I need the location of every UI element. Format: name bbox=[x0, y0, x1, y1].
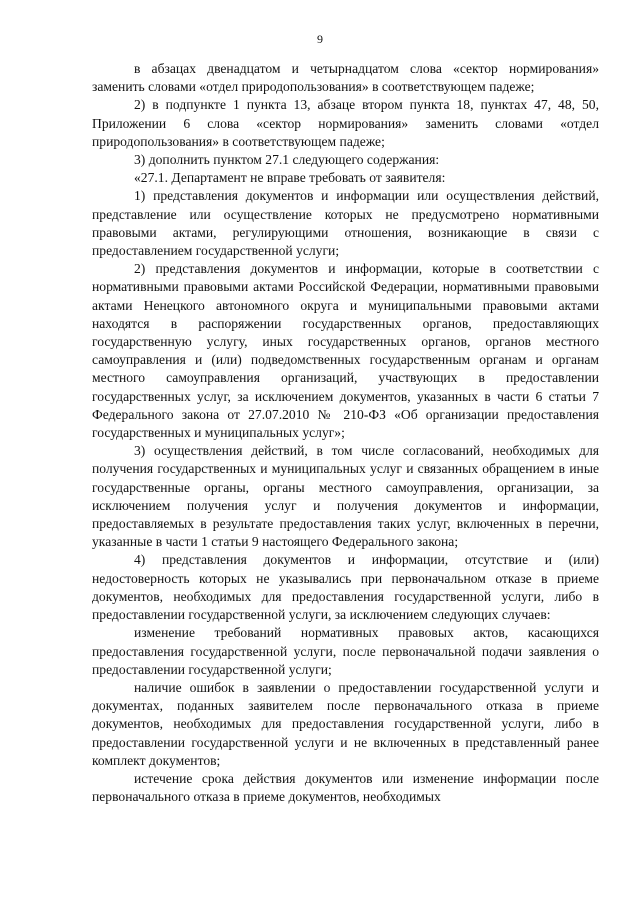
page-number: 9 bbox=[317, 32, 323, 46]
paragraph-amendment-1-tail: в абзацах двенадцатом и четырнадцатом слова «сектор нормирования» заменить словами «отдел природопользования» в соответствующем падеже; bbox=[92, 61, 599, 95]
paragraph-exception-1: изменение требований нормативных правовых актов, касающихся предоставления государственной услуги, после первоначальной подачи заявления о предоставлении государственной услуги; bbox=[92, 625, 599, 677]
paragraph-amendment-2: 2) в подпункте 1 пункта 13, абзаце втором пункта 18, пунктах 47, 48, 50, Приложении 6 слова «сектор нормирования» заменить словами «отдел природопользования» в соответствующем падеже; bbox=[92, 97, 599, 149]
paragraph-amendment-3: 3) дополнить пунктом 27.1 следующего содержания: bbox=[134, 152, 440, 168]
document-body bbox=[92, 60, 599, 806]
paragraph-exception-3: истечение срока действия документов или изменение информации после первоначального отказа в приеме документов, необходимых bbox=[92, 770, 599, 805]
paragraph-clause-27-1: «27.1. Департамент не вправе требовать от заявителя: bbox=[134, 170, 446, 186]
paragraph-item-1: 1) представления документов и информации или осуществления действий, представление или осуществление которых не предусмотрено нормативными правовыми актами, регулирующими отношения, возникающие в связи с предоставлением государственной услуги; bbox=[92, 188, 599, 259]
paragraph-exception-2: наличие ошибок в заявлении о предоставлении государственной услуги и документах, поданных заявителем после первоначального отказа в приеме документов, необходимых для предоставления государственной услуги, либо в предоставлении государственной услуги и не включенных в представленный ранее комплект документов; bbox=[92, 679, 599, 768]
paragraph-item-4: 4) представления документов и информации, отсутствие и (или) недостоверность которых не указывались при первоначальном отказе в приеме документов, необходимых для предоставления государственной услуги, либо в предоставлении государственной услуги, за исключением следующих случаев: bbox=[92, 552, 599, 623]
paragraph-item-2: 2) представления документов и информации, которые в соответствии с нормативными правовыми актами Российской Федерации, нормативными правовыми актами Ненецкого автономного округа и муниципальными правовыми актами находятся в распоряжении государственных органов, предоставляющих государственную услугу, иных государственных органов, органов местного самоуправления и (или) подведомственных государственным органам и органам местного самоуправления организаций, участвующих в предоставлении государственных услуг, за исключением документов, указанных в части 6 статьи 7 Федерального закона от 27.07.2010 № 210-ФЗ «Об организации предоставления государственных и муниципальных услуг»; bbox=[92, 261, 599, 441]
paragraph-item-3: 3) осуществления действий, в том числе согласований, необходимых для получения государственных и муниципальных услуг и связанных обращением в иные государственные органы, органы местного самоуправления, организации, за исключением получения услуг и получения документов и информации, предоставляемых в результате предоставления таких услуг, включенных в перечни, указанные в части 1 статьи 9 настоящего Федерального закона; bbox=[92, 443, 599, 550]
